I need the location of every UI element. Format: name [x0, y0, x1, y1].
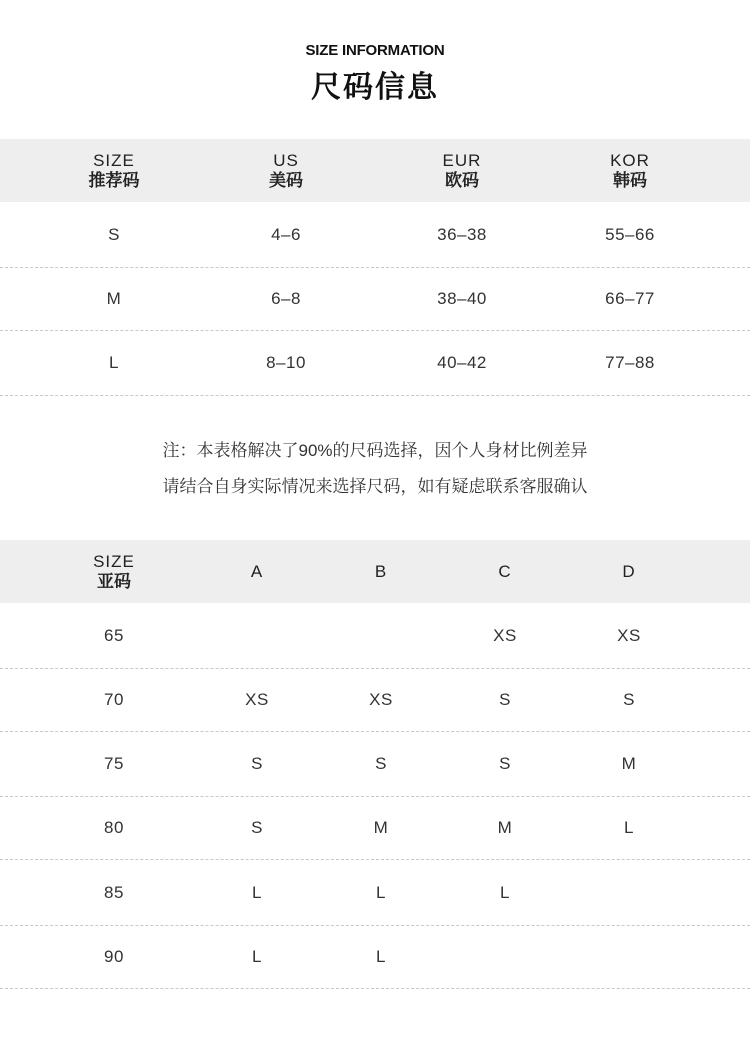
header-us-en: US	[273, 150, 299, 170]
size-table-header	[0, 139, 750, 202]
table-cell: 4–6	[271, 224, 301, 244]
table-cell: S	[375, 754, 387, 773]
table-cell: M	[373, 818, 389, 837]
table-cell: 66–77	[605, 289, 655, 308]
header-cup-c-label: C	[498, 561, 512, 581]
table-cell	[445, 926, 565, 988]
note-line-1: 注：本表格解决了90%的尺码选择，因个人身材比例差异	[162, 441, 588, 460]
table-cell: S	[108, 224, 120, 244]
table-cell: 36–38	[437, 224, 487, 244]
header-eur	[402, 139, 522, 202]
header-cup-d	[569, 540, 689, 603]
table-row	[0, 860, 750, 926]
header-size-cn: 推荐码	[88, 170, 140, 190]
header-us-cn: 美码	[269, 170, 303, 190]
table-cell: XS	[493, 625, 517, 645]
table-cell: 6–8	[271, 289, 301, 308]
title-english: SIZE INFORMATION	[305, 42, 445, 59]
table-cell: M	[621, 754, 637, 773]
header-bra-size-en: SIZE	[93, 551, 135, 571]
table-cell: S	[499, 690, 511, 709]
note-line-2: 请结合自身实际情况来选择尺码，如有疑虑联系客服确认	[162, 477, 588, 496]
header-kor-en: KOR	[610, 150, 650, 170]
table-cell: 65	[104, 625, 124, 645]
table-cell: 75	[104, 754, 124, 773]
header-eur-cn: 欧码	[445, 170, 479, 190]
table-cell: S	[251, 818, 263, 837]
table-cell: 40–42	[437, 353, 487, 372]
header-cup-a	[197, 540, 317, 603]
header-kor	[570, 139, 690, 202]
bra-table-header	[0, 540, 750, 603]
table-cell: 55–66	[605, 224, 655, 244]
header-cup-b	[321, 540, 441, 603]
table-cell	[321, 603, 441, 668]
table-cell: L	[252, 882, 262, 902]
table-cell	[197, 603, 317, 668]
table-cell: XS	[245, 690, 269, 709]
table-row	[0, 331, 750, 396]
table-cell	[569, 860, 689, 925]
table-cell: L	[376, 947, 386, 966]
table-cell: S	[499, 754, 511, 773]
header-cup-d-label: D	[622, 561, 636, 581]
table-cell: 70	[104, 690, 124, 709]
header-us	[226, 139, 346, 202]
table-cell: 80	[104, 818, 124, 837]
header-cup-a-label: A	[250, 561, 264, 581]
table-cell: XS	[369, 690, 393, 709]
table-cell: L	[109, 353, 119, 372]
table-cell: 90	[104, 947, 124, 966]
header-bra-size-cn: 亚码	[97, 571, 131, 591]
header-eur-en: EUR	[442, 150, 482, 170]
table-row	[0, 603, 750, 669]
table-cell: XS	[617, 625, 641, 645]
table-cell: L	[624, 818, 634, 837]
table-row	[0, 926, 750, 989]
table-cell: M	[106, 289, 122, 308]
header-bra-size	[54, 540, 174, 603]
table-cell: 8–10	[266, 353, 306, 372]
table-cell: L	[252, 947, 262, 966]
table-row	[0, 732, 750, 797]
header-size-en: SIZE	[93, 150, 135, 170]
header-cup-b-label: B	[374, 561, 388, 581]
table-cell: L	[500, 882, 510, 902]
table-cell: L	[376, 882, 386, 902]
table-cell	[569, 926, 689, 988]
table-row	[0, 268, 750, 331]
table-row	[0, 202, 750, 268]
title-chinese: 尺码信息	[311, 71, 439, 104]
table-cell: S	[623, 690, 635, 709]
table-cell: S	[251, 754, 263, 773]
table-row	[0, 797, 750, 860]
table-cell: M	[497, 818, 513, 837]
table-cell: 77–88	[605, 353, 655, 372]
header-kor-cn: 韩码	[613, 170, 647, 190]
table-cell: 85	[104, 882, 124, 902]
header-size	[54, 139, 174, 202]
table-cell: 38–40	[437, 289, 487, 308]
table-row	[0, 669, 750, 732]
header-cup-c	[445, 540, 565, 603]
